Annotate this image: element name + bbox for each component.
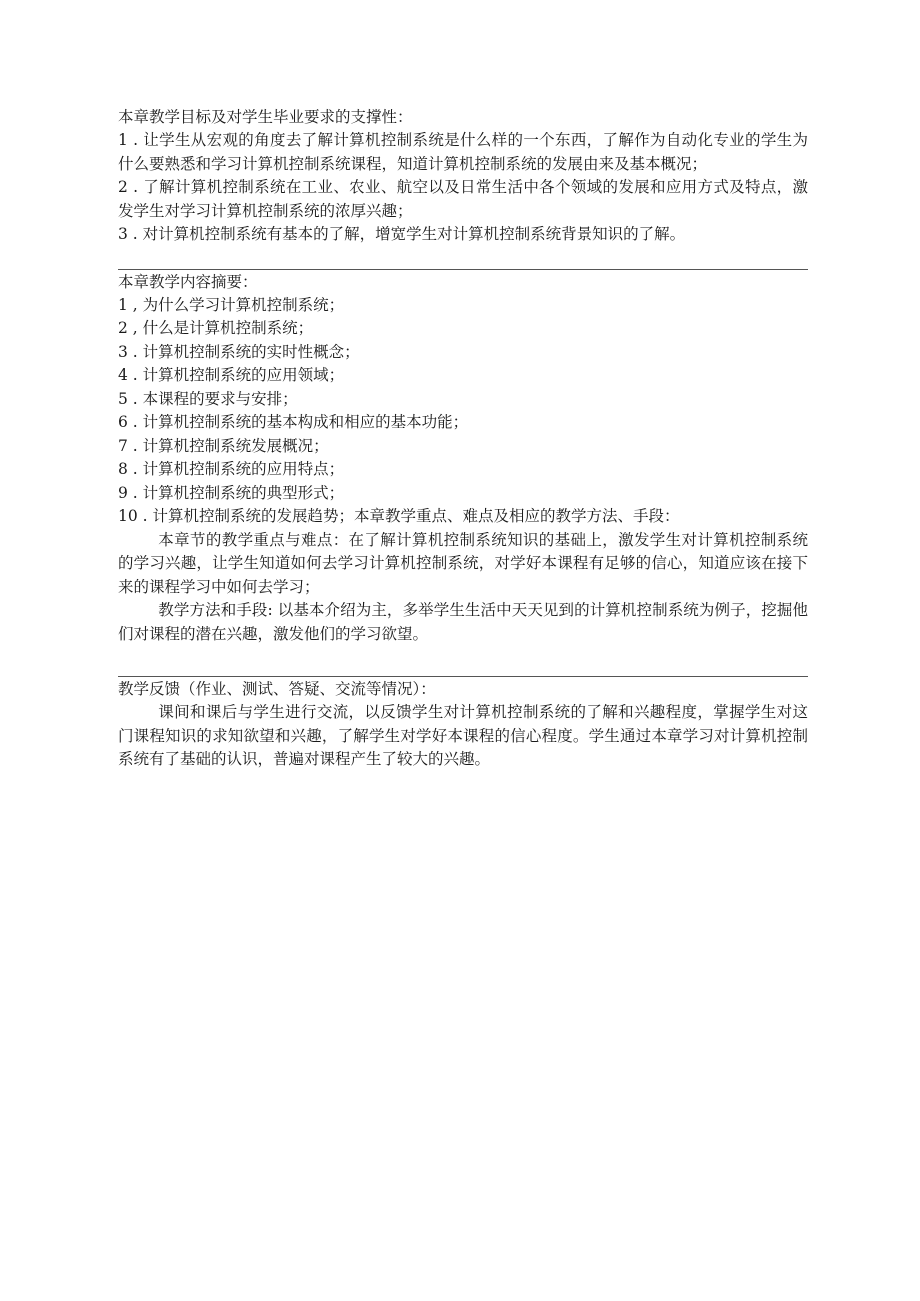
content-item-7: 7 . 计算机控制系统发展概况； bbox=[118, 436, 329, 455]
objective-item-1: 1 . 让学生从宏观的角度去了解计算机控制系统是什么样的一个东西，了解作为自动化专业的学生为什么要熟悉和学习计算机控制系统课程，知道计算机控制系统的发展由来及基本概况； bbox=[118, 131, 808, 173]
document-page bbox=[118, 105, 808, 772]
objectives-section bbox=[118, 105, 808, 247]
objective-item-3: 3 . 对计算机控制系统有基本的了解，增宽学生对计算机控制系统背景知识的了解。 bbox=[118, 225, 686, 243]
content-item-5: 5 . 本课程的要求与安排； bbox=[118, 389, 298, 408]
content-item-3: 3 . 计算机控制系统的实时性概念； bbox=[118, 342, 360, 361]
content-section bbox=[118, 270, 808, 647]
feedback-title: 教学反馈（作业、测试、答疑、交流等情况）： bbox=[118, 680, 436, 698]
feedback-section bbox=[118, 677, 808, 772]
feedback-paragraph: 课间和课后与学生进行交流，以反馈学生对计算机控制系统的了解和兴趣程度，掌握学生对这门课程知识的求知欲望和兴趣，了解学生对学好本课程的信心程度。学生通过本章学习对计算机控制系统有了基础的认识，普遍对课程产生了较大的兴趣。 bbox=[118, 703, 808, 768]
objectives-title: 本章教学目标及对学生毕业要求的支撑性： bbox=[118, 108, 413, 126]
spacer bbox=[118, 646, 808, 676]
content-item-10: 10 . 计算机控制系统的发展趋势；本章教学重点、难点及相应的教学方法、手段： bbox=[118, 507, 680, 525]
content-item-8: 8 . 计算机控制系统的应用特点； bbox=[118, 460, 345, 478]
content-title: 本章教学内容摘要： bbox=[118, 272, 258, 291]
key-points-paragraph: 本章节的教学重点与难点：在了解计算机控制系统知识的基础上，激发学生对计算机控制系统的学习兴趣，让学生知道如何去学习计算机控制系统，对学好本课程有足够的信心，知道应该在接下来的课程学习中如何去学习； bbox=[118, 530, 808, 596]
content-item-9: 9 . 计算机控制系统的典型形式； bbox=[118, 483, 345, 502]
objective-item-2: 2 . 了解计算机控制系统在工业、农业、航空以及日常生活中各个领域的发展和应用方式及特点，激发学生对学习计算机控制系统的浓厚兴趣； bbox=[118, 178, 808, 220]
content-item-2: 2 , 什么是计算机控制系统； bbox=[118, 319, 314, 337]
content-item-1: 1 , 为什么学习计算机控制系统； bbox=[118, 295, 345, 314]
content-item-4: 4 . 计算机控制系统的应用领域； bbox=[118, 366, 345, 384]
teaching-methods-paragraph: 教学方法和手段: 以基本介绍为主，多举学生生活中天天见到的计算机控制系统为例子，挖掘他们对课程的潜在兴趣，激发他们的学习欲望。 bbox=[118, 601, 808, 643]
content-item-6: 6 . 计算机控制系统的基本构成和相应的基本功能； bbox=[118, 413, 469, 431]
spacer bbox=[118, 247, 808, 269]
